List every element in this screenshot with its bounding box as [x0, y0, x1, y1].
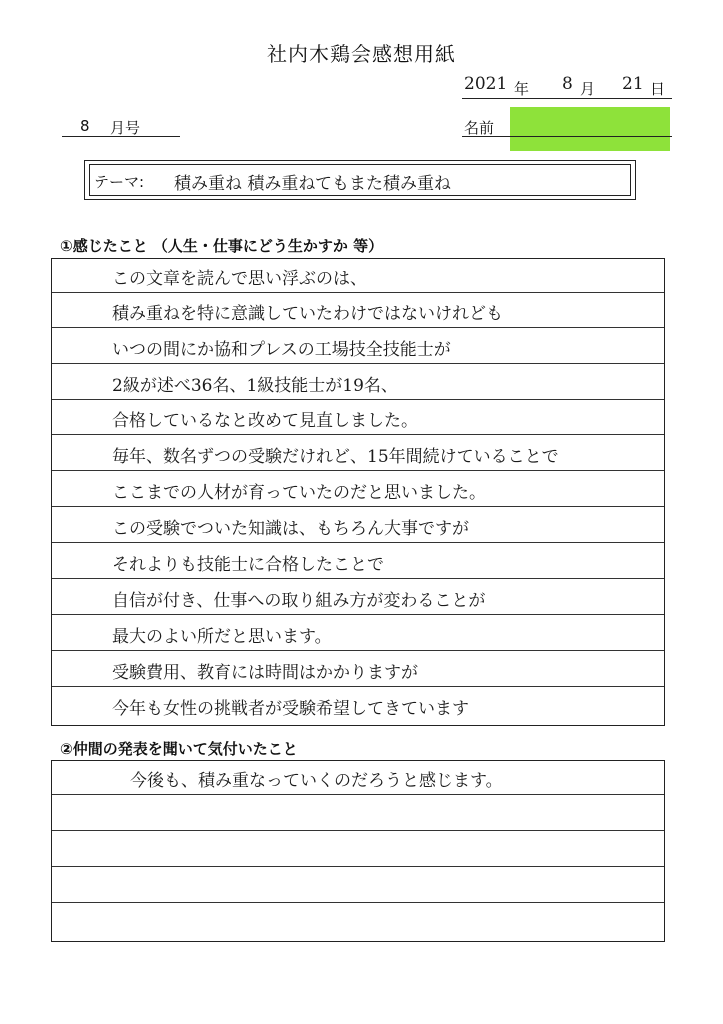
issue-label: 月号 [110, 119, 141, 137]
date-year: 2021 [464, 74, 508, 94]
section1-line: 毎年、数名ずつの受験だけれど、15年間続けていることで [112, 447, 559, 467]
name-label: 名前 [464, 119, 495, 137]
date-month: 8 [562, 74, 573, 94]
date-year-label: 年 [514, 80, 530, 98]
section1-line: この文章を読んで思い浮ぶのは、 [112, 269, 367, 289]
section1-title: ①感じたこと （人生・仕事にどう生かすか 等） [60, 237, 384, 255]
section2-title: ②仲間の発表を聞いて気付いたこと [60, 740, 298, 758]
date-day-label: 日 [650, 80, 666, 98]
date-month-label: 月 [580, 80, 596, 98]
section1-line: 合格しているなと改めて見直しました。 [112, 411, 418, 431]
date-day: 21 [622, 74, 644, 94]
section1-line: 最大のよい所だと思います。 [112, 627, 332, 647]
section1-line: いつの間にか協和プレスの工場技全技能士が [112, 340, 451, 360]
theme-text: 積み重ね 積み重ねてもまた積み重ね [174, 174, 451, 194]
section1-line: この受験でついた知識は、もちろん大事ですが [112, 519, 469, 539]
theme-box [89, 164, 631, 196]
section1-line: それよりも技能士に合格したことで [112, 555, 384, 575]
section2-box [51, 760, 665, 942]
date-field [462, 72, 672, 99]
section1-box [51, 258, 665, 726]
name-field [462, 119, 672, 137]
theme-label: テーマ: [94, 173, 145, 191]
issue-number: 8 [80, 117, 90, 135]
section1-line: 2級が述べ36名、1級技能士が19名、 [112, 376, 398, 396]
section2-line: 今後も、積み重なっていくのだろうと感じます。 [130, 771, 503, 791]
section1-line: 受験費用、教育には時間はかかりますが [112, 663, 418, 683]
section1-line: 今年も女性の挑戦者が受験希望してきています [112, 699, 469, 719]
form-title: 社内木鶏会感想用紙 [267, 42, 456, 66]
name-redaction [510, 107, 670, 151]
section1-line: 自信が付き、仕事への取り組み方が変わることが [112, 591, 486, 611]
section1-line: 積み重ねを特に意識していたわけではないけれども [112, 304, 503, 324]
section1-line: ここまでの人材が育っていたのだと思いました。 [112, 483, 486, 503]
issue-field [62, 117, 180, 137]
